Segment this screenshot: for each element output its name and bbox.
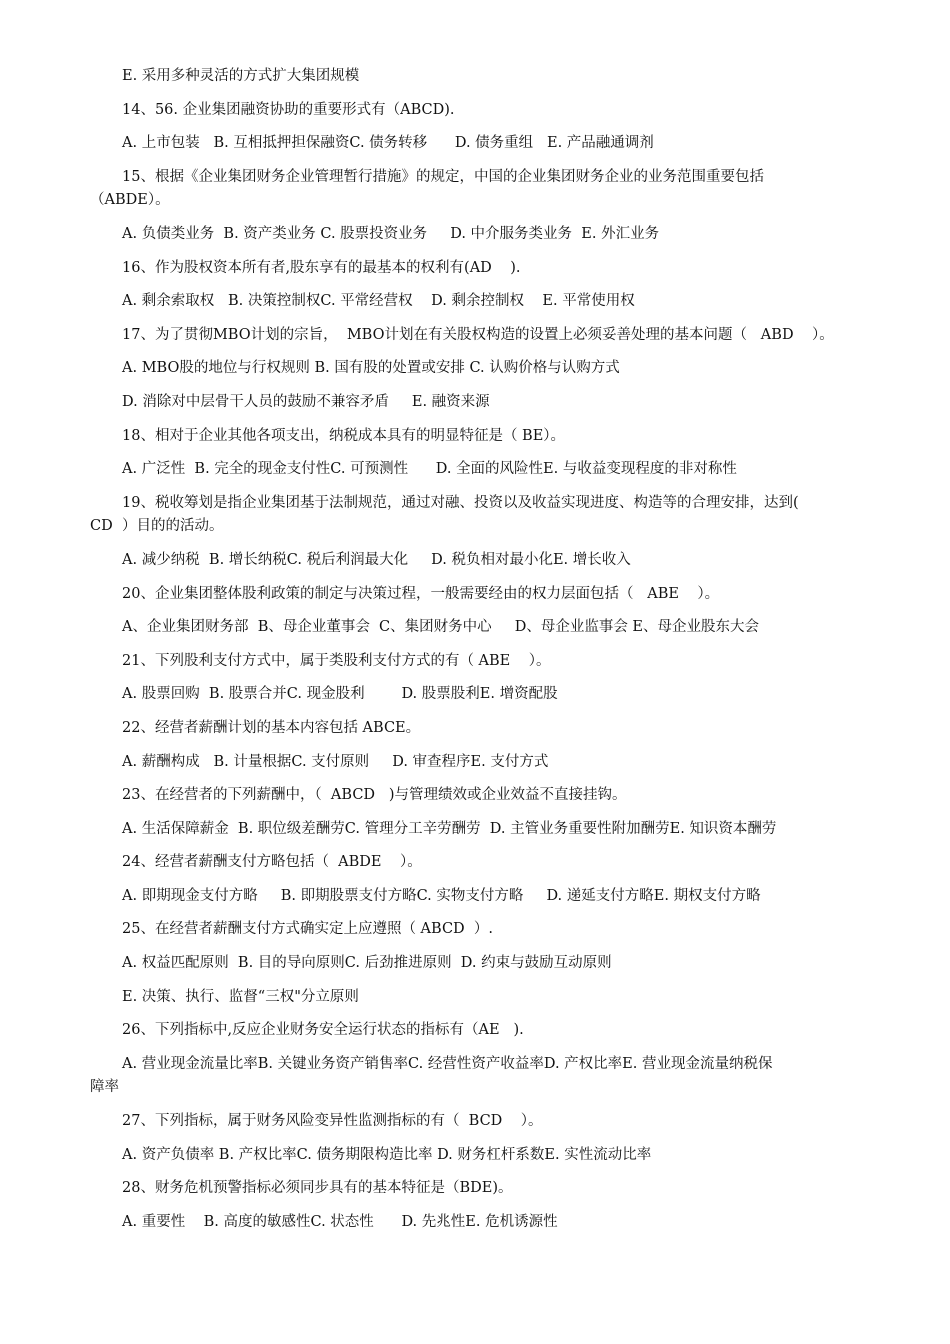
question-25: 25、在经营者薪酬支付方式确实定上应遵照（ ABCD ）. — [122, 921, 494, 937]
question-24: 24、经营者薪酬支付方略包括（ ABDE ）。 — [122, 854, 422, 870]
options-17a: A. MBO股的地位与行权规则 B. 国有股的处置或安排 C. 认购价格与认购方式 — [122, 360, 620, 376]
question-28: 28、财务危机预警指标必须同步具有的基本特征是（BDE)。 — [122, 1180, 513, 1196]
question-23: 23、在经营者的下列薪酬中，（ ABCD )与管理绩效或企业效益不直接挂钩。 — [122, 787, 627, 803]
options-21: A. 股票回购 B. 股票合并C. 现金股利 D. 股票股利E. 增资配股 — [122, 686, 558, 702]
question-18: 18、相对于企业其他各项支出，纳税成本具有的明显特征是（ BE）。 — [122, 428, 566, 444]
options-15: A. 负债类业务 B. 资产类业务 C. 股票投资业务 D. 中介服务类业务 E. 外汇业务 — [122, 226, 660, 242]
options-22: A. 薪酬构成 B. 计量根据C. 支付原则 D. 审查程序E. 支付方式 — [122, 754, 549, 770]
question-16: 16、作为股权资本所有者,股东享有的最基本的权利有(AD ). — [122, 260, 521, 276]
options-23: A. 生活保障薪金 B. 职位级差酬劳C. 管理分工辛劳酬劳 D. 主管业务重要性附加酬劳E. 知识资本酬劳 — [122, 821, 777, 837]
question-17: 17、为了贯彻MBO计划的宗旨， MBO计划在有关股权构造的设置上必须妥善处理的基本问题（ ABD ）。 — [122, 327, 834, 343]
question-14: 14、56. 企业集团融资协助的重要形式有（ABCD). — [122, 102, 455, 118]
options-26-cont: 障率 — [90, 1079, 119, 1095]
question-19-cont: CD ）目的的活动。 — [90, 518, 224, 534]
options-24: A. 即期现金支付方略 B. 即期股票支付方略C. 实物支付方略 D. 递延支付方略E. 期权支付方略 — [122, 888, 761, 904]
options-26: A. 营业现金流量比率B. 关键业务资产销售率C. 经营性资产收益率D. 产权比率E. 营业现金流量纳税保 — [122, 1056, 773, 1072]
options-17b: D. 消除对中层骨干人员的鼓励不兼容矛盾 E. 融资来源 — [122, 394, 490, 410]
options-16: A. 剩余索取权 B. 决策控制权C. 平常经营权 D. 剩余控制权 E. 平常使用权 — [122, 293, 635, 309]
options-28: A. 重要性 B. 高度的敏感性C. 状态性 D. 先兆性E. 危机诱源性 — [122, 1214, 558, 1230]
options-25b: E. 决策、执行、监督“三权"分立原则 — [122, 989, 359, 1005]
text-line: E. 采用多种灵活的方式扩大集团规模 — [122, 68, 360, 84]
question-19: 19、税收筹划是指企业集团基于法制规范，通过对融、投资以及收益实现进度、构造等的合理安排，达到( — [122, 495, 799, 511]
question-21: 21、下列股利支付方式中，属于类股利支付方式的有（ ABE ）。 — [122, 653, 551, 669]
options-19: A. 减少纳税 B. 增长纳税C. 税后利润最大化 D. 税负相对最小化E. 增长收入 — [122, 552, 631, 568]
options-20: A、企业集团财务部 B、母企业董事会 C、集团财务中心 D、母企业监事会 E、母企业股东大会 — [122, 619, 760, 635]
options-14: A. 上市包装 B. 互相抵押担保融资C. 债务转移 D. 债务重组 E. 产品融通调剂 — [122, 135, 654, 151]
question-20: 20、企业集团整体股利政策的制定与决策过程，一般需要经由的权力层面包括（ ABE ）。 — [122, 586, 720, 602]
question-15-cont: （ABDE）。 — [90, 192, 170, 208]
question-27: 27、下列指标，属于财务风险变异性监测指标的有（ BCD ）。 — [122, 1113, 543, 1129]
options-18: A. 广泛性 B. 完全的现金支付性C. 可预测性 D. 全面的风险性E. 与收益变现程度的非对称性 — [122, 461, 737, 477]
options-27: A. 资产负债率 B. 产权比率C. 债务期限构造比率 D. 财务杠杆系数E. 实性流动比率 — [122, 1147, 652, 1163]
options-25a: A. 权益匹配原则 B. 目的导向原则C. 后劲推进原则 D. 约束与鼓励互动原则 — [122, 955, 612, 971]
question-26: 26、下列指标中,反应企业财务安全运行状态的指标有（AE ). — [122, 1022, 524, 1038]
question-22: 22、经营者薪酬计划的基本内容包括 ABCE。 — [122, 720, 421, 736]
question-15: 15、根据《企业集团财务企业管理暂行措施》的规定，中国的企业集团财务企业的业务范围重要包括 — [122, 169, 764, 185]
